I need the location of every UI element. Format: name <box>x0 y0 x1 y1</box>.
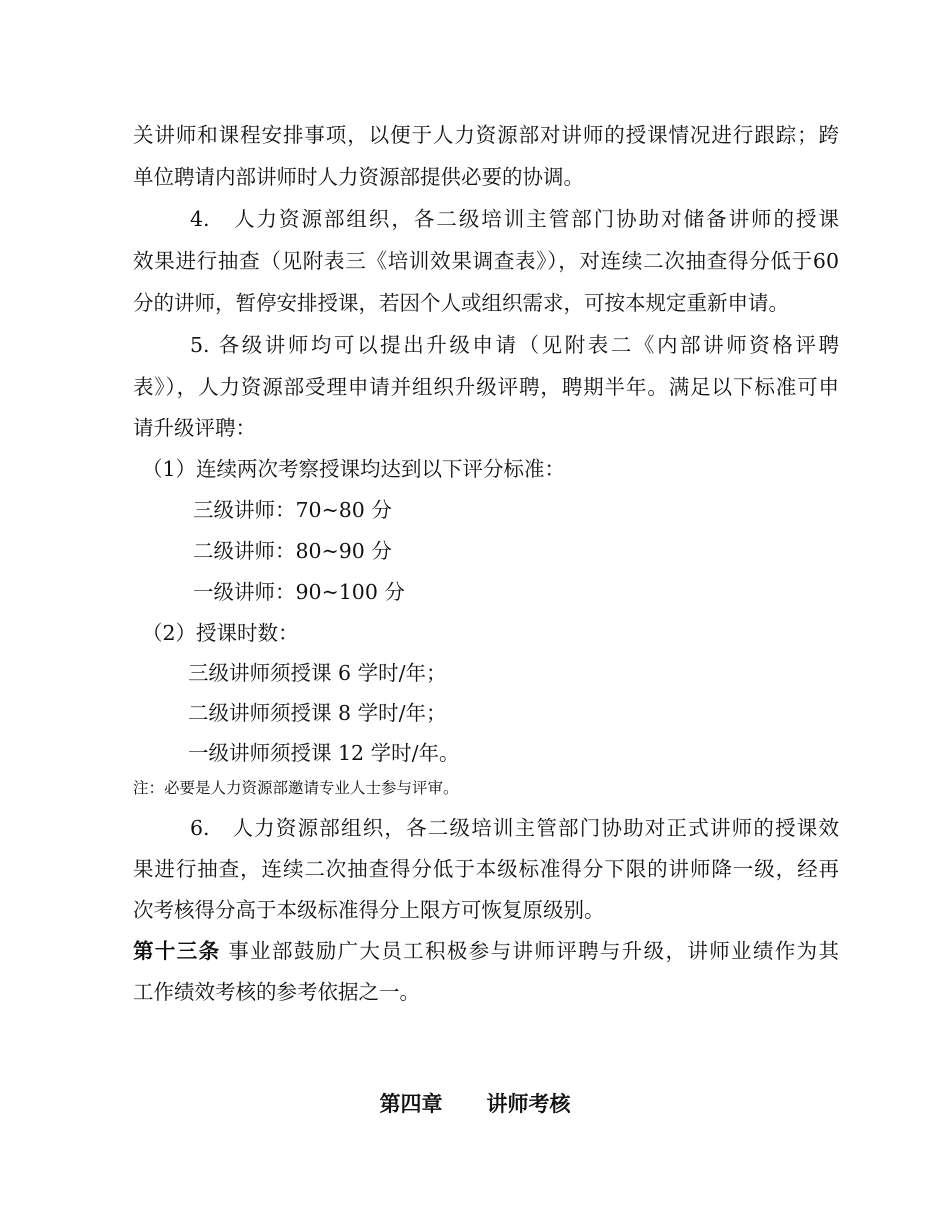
article-13-line <box>133 937 839 965</box>
criteria-1-item: 一级讲师：90~100 分 <box>193 580 405 604</box>
criteria-1-heading: （1）连续两次考察授课均达到以下评分标准： <box>142 457 566 481</box>
criteria-1-item: 三级讲师：70~80 分 <box>193 498 392 522</box>
paragraph-line: 关讲师和课程安排事项，以便于人力资源部对讲师的授课情况进行跟踪；跨 <box>133 123 839 147</box>
paragraph-line: 单位聘请内部讲师时人力资源部提供必要的协调。 <box>133 165 584 189</box>
criteria-2-item: 一级讲师须授课 12 学时/年。 <box>188 741 460 765</box>
criteria-2-item: 三级讲师须授课 6 学时/年； <box>188 661 447 685</box>
item-6-line: 6. 人力资源部组织，各二级培训主管部门协助对正式讲师的授课效 <box>190 816 839 840</box>
item-6-line: 次考核得分高于本级标准得分上限方可恢复原级别。 <box>133 898 605 922</box>
item-4-line: 效果进行抽查（见附表三《培训效果调查表》），对连续二次抽查得分低于60 <box>133 249 839 273</box>
criteria-2-item: 二级讲师须授课 8 学时/年； <box>188 701 447 725</box>
chapter-number: 第四章 <box>379 1091 443 1116</box>
note-text: 注：必要是人力资源部邀请专业人士参与评审。 <box>133 779 459 797</box>
article-13-text: 事业部鼓励广大员工积极参与讲师评聘与升级，讲师业绩作为其 <box>228 939 839 963</box>
article-13-line: 工作绩效考核的参考依据之一。 <box>133 980 420 1004</box>
chapter-heading <box>0 1090 950 1118</box>
chapter-title: 讲师考核 <box>486 1091 571 1116</box>
item-4-line: 4. 人力资源部组织，各二级培训主管部门协助对储备讲师的授课 <box>190 207 839 231</box>
item-6-line: 果进行抽查，连续二次抽查得分低于本级标准得分下限的讲师降一级，经再 <box>133 857 839 881</box>
criteria-1-item: 二级讲师：80~90 分 <box>193 539 392 563</box>
item-5-line: 表》），人力资源部受理申请并组织升级评聘，聘期半年。满足以下标准可申 <box>133 375 839 399</box>
criteria-2-heading: （2）授课时数： <box>142 621 299 645</box>
item-5-line: 5. 各级讲师均可以提出升级申请（见附表二《内部讲师资格评聘 <box>190 333 839 357</box>
article-13-label: 第十三条 <box>133 939 221 963</box>
item-5-line: 请升级评聘： <box>133 416 256 440</box>
item-4-line: 分的讲师，暂停安排授课，若因个人或组织需求，可按本规定重新申请。 <box>133 291 789 315</box>
